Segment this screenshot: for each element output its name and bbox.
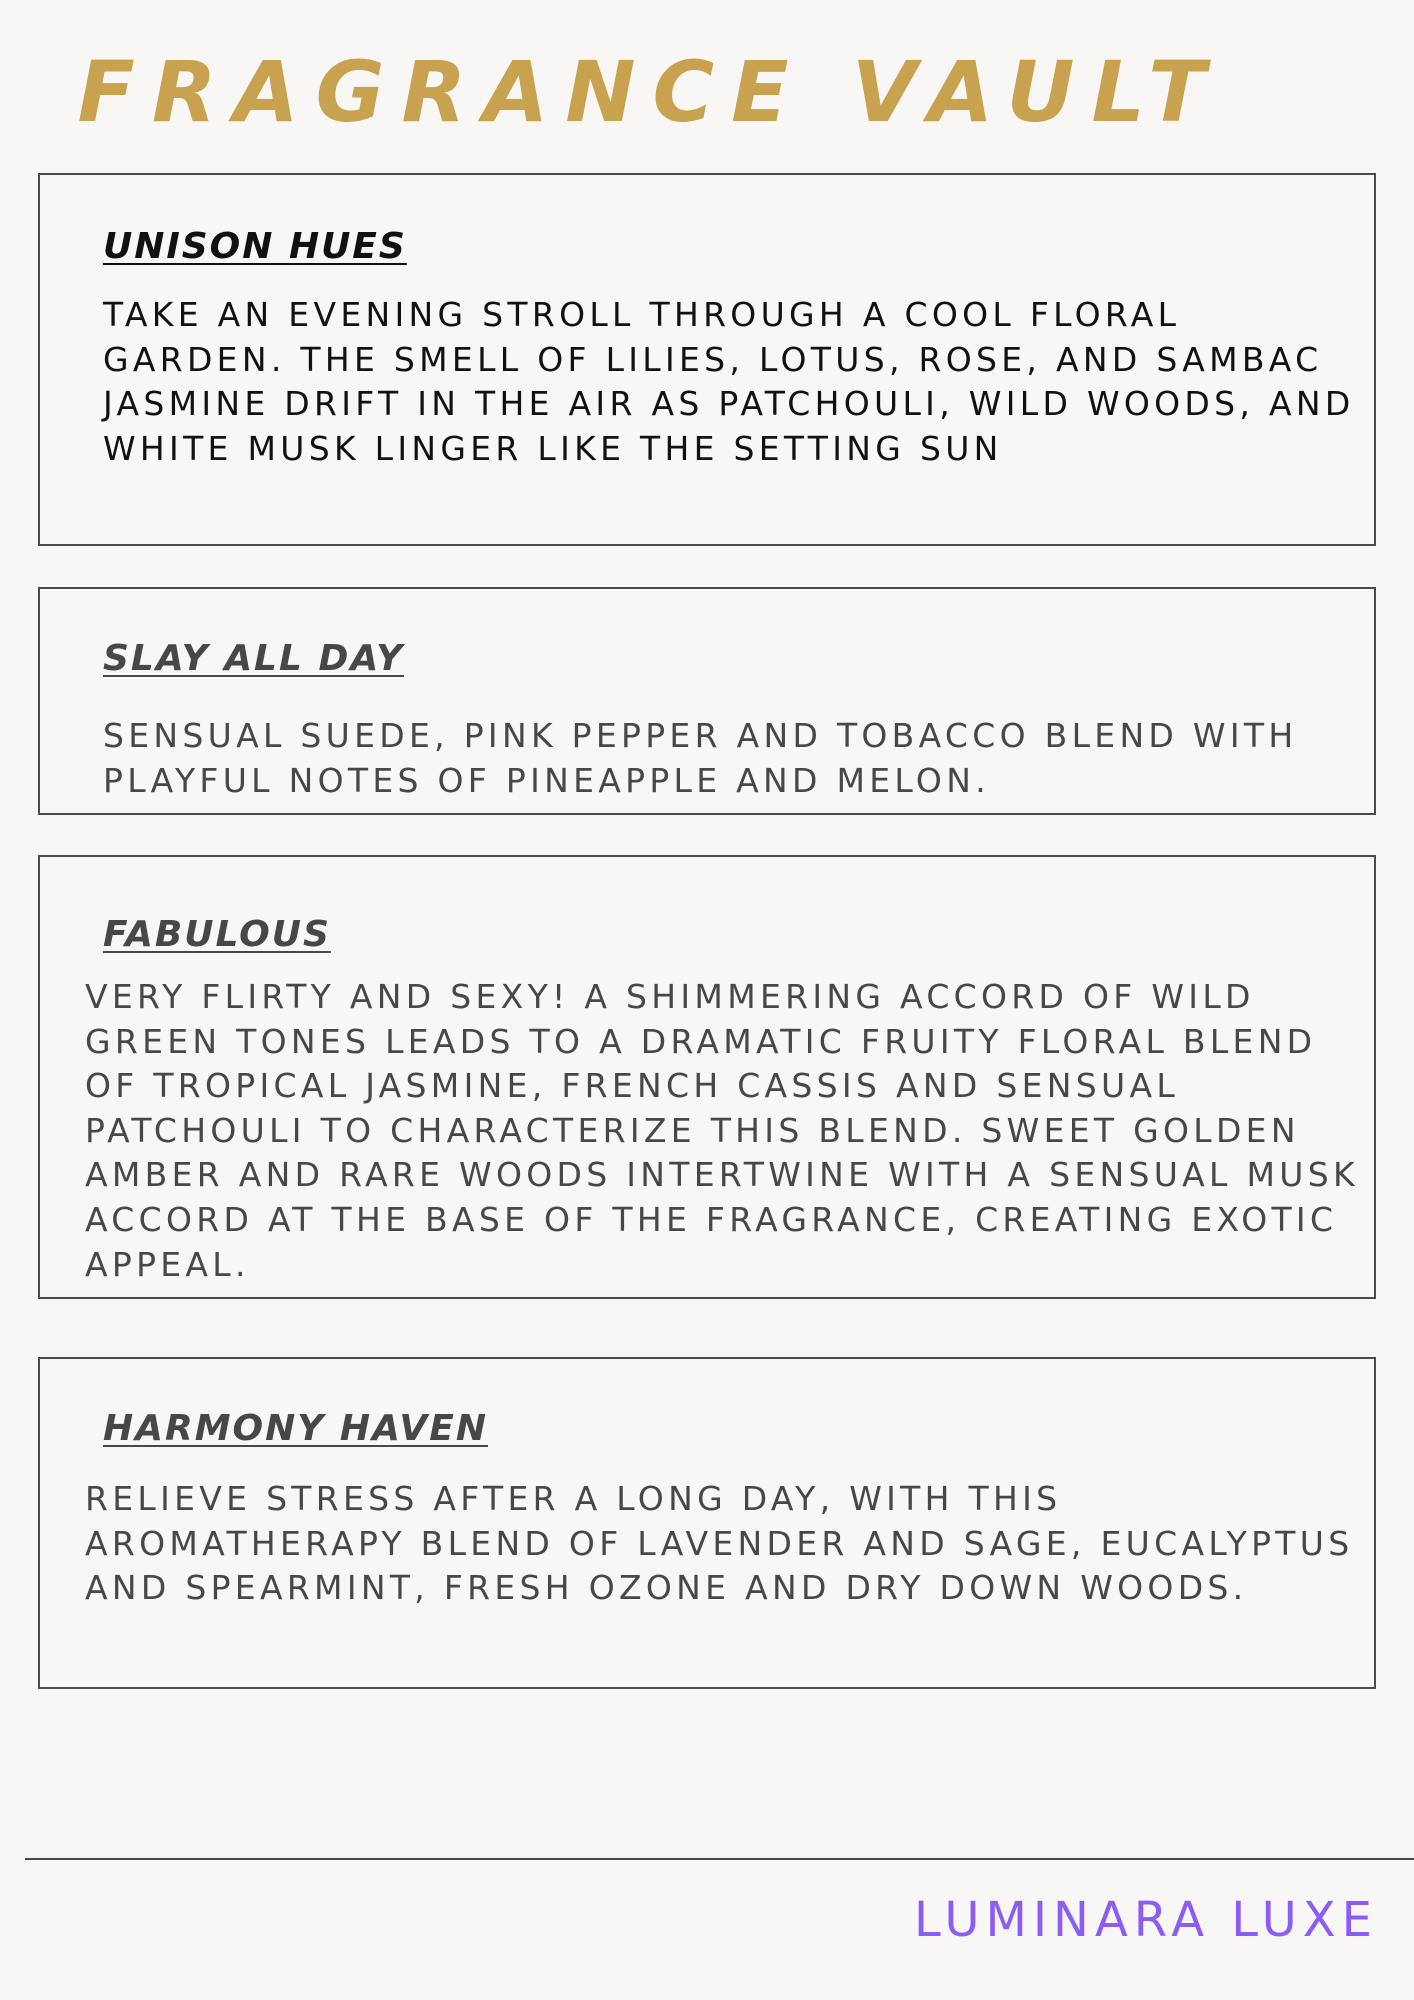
brand-name: LUMINARA LUXE [914, 1892, 1378, 1948]
fragrance-card-unison-hues [38, 173, 1376, 546]
fragrance-card-slay-all-day [38, 587, 1376, 815]
fragrance-description: VERY FLIRTY AND SEXY! A SHIMMERING ACCORD OF WILD GREEN TONES LEADS TO A DRAMATIC FRUITY FLORAL BLEND OF TROPICAL JASMINE, FRENCH CASSIS AND SENSUAL PATCHOULI TO CHARACTERIZE THIS BLEND. SWEET GOLDEN AMBER AND RARE WOODS INTERTWINE WITH A SENSUAL MUSK ACCORD AT THE BASE OF THE FRAGRANCE, CREATING EXOTIC APPEAL. [85, 977, 1359, 1284]
fragrance-description: RELIEVE STRESS AFTER A LONG DAY, WITH THIS AROMATHERAPY BLEND OF LAVENDER AND SAGE, EUCALYPTUS AND SPEARMINT, FRESH OZONE AND DRY DOWN WOODS. [85, 1479, 1354, 1608]
footer-divider [25, 1858, 1414, 1860]
fragrance-name: UNISON HUES [103, 226, 407, 267]
fragrance-description: SENSUAL SUEDE, PINK PEPPER AND TOBACCO BLEND WITH PLAYFUL NOTES OF PINEAPPLE AND MELON. [103, 716, 1298, 800]
fragrance-name: FABULOUS [103, 914, 331, 955]
fragrance-description: TAKE AN EVENING STROLL THROUGH A COOL FLORAL GARDEN. THE SMELL OF LILIES, LOTUS, ROSE, AND SAMBAC JASMINE DRIFT IN THE AIR AS PATCHOULI, WILD WOODS, AND WHITE MUSK LINGER LIKE THE SETTING SUN [103, 295, 1355, 468]
page-title: FRAGRANCE VAULT [77, 43, 1223, 141]
fragrance-name: HARMONY HAVEN [103, 1408, 488, 1449]
fragrance-name: SLAY ALL DAY [103, 638, 405, 679]
fragrance-card-harmony-haven [38, 1357, 1376, 1689]
fragrance-card-fabulous [38, 855, 1376, 1299]
